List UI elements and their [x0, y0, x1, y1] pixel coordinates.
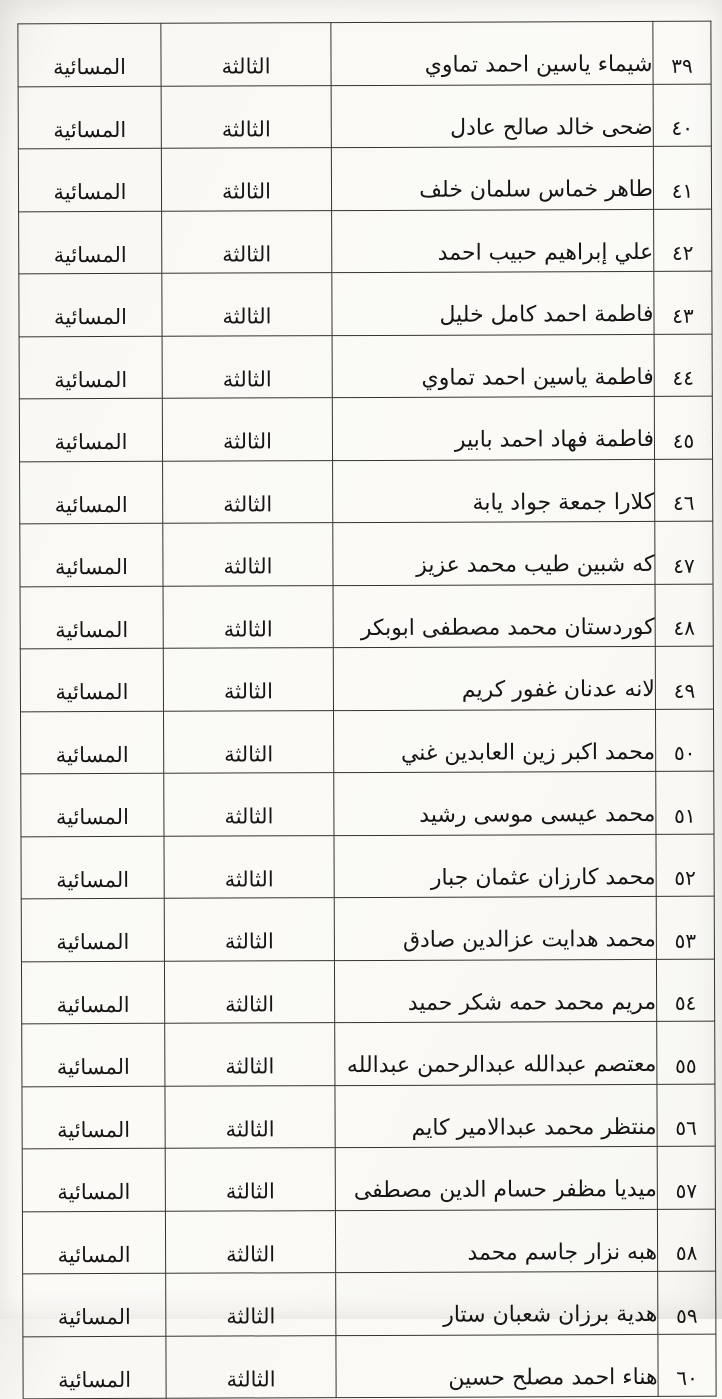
student-name-cell: هبه نزار جاسم محمد: [335, 1209, 657, 1273]
table-row: [20, 459, 713, 524]
serial-number-cell: ٥٩: [658, 1271, 716, 1334]
student-name-cell: محمد كارزان عثمان جبار: [334, 834, 656, 898]
table-row: [22, 1021, 715, 1086]
stage-cell: الثالثة: [165, 1210, 335, 1273]
table-row: [21, 959, 714, 1024]
student-name-cell: محمد هدايت عزالدين صادق: [334, 896, 656, 960]
stage-cell: الثالثة: [165, 1023, 335, 1086]
shift-cell: المسائية: [22, 1211, 165, 1274]
shift-cell: المسائية: [20, 648, 163, 711]
serial-number-cell: ٦٠: [658, 1334, 716, 1397]
shift-cell: المسائية: [18, 86, 161, 149]
student-name-cell: مريم محمد حمه شكر حميد: [334, 959, 656, 1023]
student-name-cell: فاطمة احمد كامل خليل: [332, 271, 654, 335]
stage-cell: الثالثة: [164, 960, 334, 1023]
stage-cell: الثالثة: [163, 523, 333, 586]
shift-cell: المسائية: [23, 1273, 166, 1336]
stage-cell: الثالثة: [164, 835, 334, 898]
stage-cell: الثالثة: [161, 85, 331, 148]
shift-cell: المسائية: [20, 523, 163, 586]
student-name-cell: منتظر محمد عبدالامير كايم: [335, 1084, 657, 1148]
table-row: [20, 521, 713, 586]
stage-cell: الثالثة: [161, 23, 331, 86]
table-row: [21, 834, 714, 899]
table-row: [18, 21, 711, 86]
stage-cell: الثالثة: [163, 585, 333, 648]
table-row: [19, 334, 712, 399]
serial-number-cell: ٤٤: [654, 334, 712, 397]
table-row: [20, 646, 713, 711]
shift-cell: المسائية: [22, 1086, 165, 1149]
student-name-cell: كلارا جمعة جواد يابة: [333, 459, 655, 523]
shift-cell: المسائية: [21, 961, 164, 1024]
student-name-cell: محمد عيسى موسى رشيد: [334, 771, 656, 835]
shift-cell: المسائية: [18, 148, 161, 211]
stage-cell: الثالثة: [161, 148, 331, 211]
table-row: [23, 1334, 716, 1399]
shift-cell: المسائية: [21, 836, 164, 899]
table-row: [18, 146, 711, 211]
stage-cell: الثالثة: [166, 1273, 336, 1336]
shift-cell: المسائية: [21, 898, 164, 961]
shift-cell: المسائية: [18, 23, 161, 86]
serial-number-cell: ٤٦: [655, 459, 713, 522]
stage-cell: الثالثة: [164, 773, 334, 836]
serial-number-cell: ٤١: [653, 146, 711, 209]
stage-cell: الثالثة: [162, 210, 332, 273]
serial-number-cell: ٤٥: [654, 396, 712, 459]
stage-cell: الثالثة: [164, 710, 334, 773]
student-name-cell: ضحى خالد صالح عادل: [331, 84, 653, 148]
serial-number-cell: ٥٠: [655, 709, 713, 772]
shift-cell: المسائية: [19, 273, 162, 336]
student-roster-table: [17, 21, 716, 1399]
shift-cell: المسائية: [21, 773, 164, 836]
table-row: [22, 1146, 715, 1211]
table-row: [19, 396, 712, 461]
serial-number-cell: ٥٥: [657, 1021, 715, 1084]
shift-cell: المسائية: [19, 211, 162, 274]
shift-cell: المسائية: [20, 461, 163, 524]
student-name-cell: شيماء ياسين احمد تماوي: [331, 21, 653, 85]
student-name-cell: فاطمة فهاد احمد بابير: [332, 396, 654, 460]
stage-cell: الثالثة: [162, 335, 332, 398]
stage-cell: الثالثة: [166, 1335, 336, 1398]
serial-number-cell: ٤٩: [655, 646, 713, 709]
serial-number-cell: ٤٧: [655, 521, 713, 584]
shift-cell: المسائية: [22, 1148, 165, 1211]
shift-cell: المسائية: [19, 398, 162, 461]
student-name-cell: علي إبراهيم حبيب احمد: [332, 209, 654, 273]
student-table-body: [18, 21, 716, 1399]
table-row: [23, 1271, 716, 1336]
table-row: [22, 1084, 715, 1149]
table-row: [19, 271, 712, 336]
serial-number-cell: ٥٧: [657, 1146, 715, 1209]
stage-cell: الثالثة: [162, 398, 332, 461]
serial-number-cell: ٥٨: [657, 1209, 715, 1272]
student-name-cell: ميديا مظفر حسام الدين مصطفى: [335, 1146, 657, 1210]
shift-cell: المسائية: [22, 1023, 165, 1086]
shift-cell: المسائية: [20, 586, 163, 649]
student-name-cell: طاهر خماس سلمان خلف: [331, 146, 653, 210]
student-name-cell: كه شبين طيب محمد عزيز: [333, 521, 655, 585]
serial-number-cell: ٥٤: [656, 959, 714, 1022]
serial-number-cell: ٥١: [656, 771, 714, 834]
student-name-cell: لانه عدنان غفور كريم: [333, 646, 655, 710]
table-row: [22, 1209, 715, 1274]
stage-cell: الثالثة: [165, 1085, 335, 1148]
shift-cell: المسائية: [23, 1336, 166, 1399]
table-row: [21, 709, 714, 774]
student-name-cell: فاطمة ياسين احمد تماوي: [332, 334, 654, 398]
serial-number-cell: ٤٣: [654, 271, 712, 334]
serial-number-cell: ٥٣: [656, 896, 714, 959]
stage-cell: الثالثة: [162, 273, 332, 336]
serial-number-cell: ٤٢: [654, 209, 712, 272]
serial-number-cell: ٤٠: [653, 84, 711, 147]
table-row: [20, 584, 713, 649]
serial-number-cell: ٤٨: [655, 584, 713, 647]
table-row: [21, 896, 714, 961]
stage-cell: الثالثة: [163, 648, 333, 711]
student-name-cell: معتصم عبدالله عبدالرحمن عبدالله: [335, 1021, 657, 1085]
table-row: [19, 209, 712, 274]
student-name-cell: هدية برزان شعبان ستار: [336, 1271, 658, 1335]
shift-cell: المسائية: [21, 711, 164, 774]
shift-cell: المسائية: [19, 336, 162, 399]
stage-cell: الثالثة: [165, 1148, 335, 1211]
student-name-cell: محمد اكبر زين العابدين غني: [334, 709, 656, 773]
stage-cell: الثالثة: [164, 898, 334, 961]
stage-cell: الثالثة: [163, 460, 333, 523]
table-row: [18, 84, 711, 149]
table-row: [21, 771, 714, 836]
serial-number-cell: ٥٢: [656, 834, 714, 897]
serial-number-cell: ٥٦: [657, 1084, 715, 1147]
student-name-cell: كوردستان محمد مصطفى ابوبكر: [333, 584, 655, 648]
student-name-cell: هناء احمد مصلح حسين: [336, 1334, 658, 1398]
serial-number-cell: ٣٩: [653, 21, 711, 84]
